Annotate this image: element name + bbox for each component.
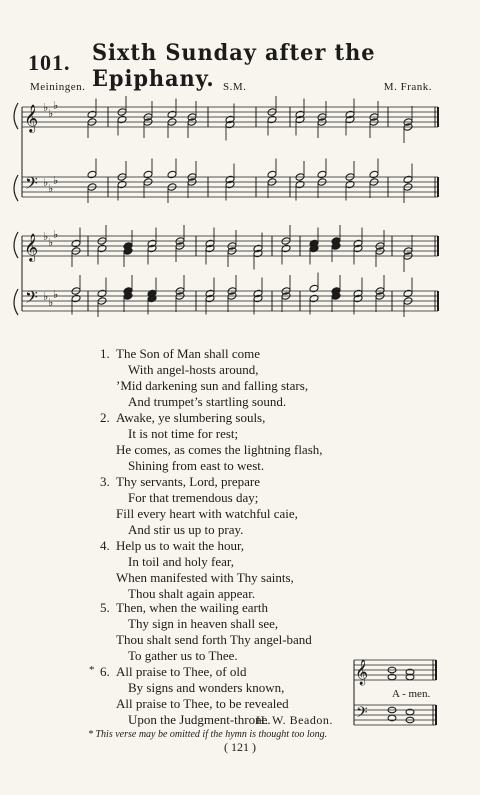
stanza-line: Thy sign in heaven shall see, (128, 616, 279, 631)
system-2-flat-icon: ♭ (53, 228, 59, 241)
stanza-line: Help us to wait the hour, (116, 538, 245, 553)
stanza-number: 2. (100, 410, 110, 425)
amen-label: A - men. (392, 688, 431, 700)
system-2-treble-clef: 𝄞 (24, 233, 39, 261)
stanza-number: 6. (100, 664, 110, 679)
stanza-line: In toil and holy fear, (128, 554, 234, 569)
system-2-bass-note (309, 284, 319, 293)
stanza-line: Thou shalt send forth Thy angel-band (116, 632, 312, 647)
system-1-treble-note (167, 110, 177, 119)
stanza-line: Thy servants, Lord, prepare (116, 474, 261, 489)
stanza-number: 1. (100, 346, 110, 361)
system-2-bass-note (71, 294, 81, 303)
system-1-bass-clef: 𝄢 (25, 173, 38, 197)
system-1-treble-note (117, 115, 127, 124)
system-2-bass-clef: 𝄢 (25, 287, 38, 311)
system-1-flat-icon: ♭ (53, 99, 59, 112)
system-1-bass-note (295, 180, 305, 189)
system-1-bass-note (87, 170, 97, 179)
stanza-1 (100, 346, 308, 410)
amen-bass-clef: 𝄢 (356, 704, 368, 725)
stanza-number: 3. (100, 474, 110, 489)
system-1-brace (14, 103, 18, 201)
footnote-marker: * (89, 664, 95, 676)
stanza-line: To gather us to Thee. (128, 648, 238, 663)
stanza-5 (100, 600, 312, 664)
system-1-flat-icon: ♭ (43, 176, 49, 189)
hymn-author: H. W. Beadon. (256, 713, 333, 727)
hymn-title: Sixth Sunday after the Epiphany. (92, 40, 376, 92)
system-2-flat-icon: ♭ (48, 296, 54, 309)
stanza-line: And stir us up to pray. (128, 522, 244, 537)
system-1-bass-note (369, 170, 379, 179)
stanza-number: 4. (100, 538, 110, 553)
stanza-line: Upon the Judgment-throne. (128, 712, 271, 727)
system-2-bass-note (403, 289, 413, 298)
system-1-flat-icon: ♭ (53, 174, 59, 187)
system-2-flat-icon: ♭ (53, 288, 59, 301)
hymn-number: 101. (28, 50, 71, 75)
stanza-3 (100, 474, 298, 538)
system-1-bass-note (267, 170, 277, 179)
system-1-bass-note (403, 175, 413, 184)
stanza-line: With angel-hosts around, (128, 362, 259, 377)
footnote: * This verse may be omitted if the hymn is thought too long. (88, 729, 328, 740)
stanza-line: ’Mid darkening sun and falling stars, (116, 378, 309, 393)
system-2-brace (14, 232, 18, 315)
system-2-flat-icon: ♭ (48, 236, 54, 249)
system-1-flat-icon: ♭ (48, 182, 54, 195)
stanza-line: All praise to Thee, to be revealed (116, 696, 289, 711)
system-1-treble-note (267, 115, 277, 124)
system-1-bass-note (143, 170, 153, 179)
stanza-4 (100, 538, 294, 602)
system-2-treble-note (97, 244, 107, 253)
system-1-treble-note (87, 110, 97, 119)
stanza-line: The Son of Man shall come (116, 346, 261, 361)
tune-name: Meiningen. (30, 81, 86, 93)
stanza-line: He comes, as comes the lightning flash, (116, 442, 323, 457)
system-2-bass-note (309, 294, 319, 303)
system-2-treble-note (281, 244, 291, 253)
stanza-line: When manifested with Thy saints, (116, 570, 294, 585)
stanza-line: Fill every heart with watchful caie, (116, 506, 298, 521)
system-2-bass-note (97, 289, 107, 298)
stanza-number: 5. (100, 600, 110, 615)
page-number: ( 121 ) (224, 740, 256, 754)
system-1-bass-note (117, 180, 127, 189)
system-1-bass-note (317, 170, 327, 179)
system-1-bass-note (167, 170, 177, 179)
system-1-treble-clef: 𝄞 (24, 104, 39, 132)
stanza-line: And trumpet’s startling sound. (128, 394, 287, 409)
amen-treble-clef: 𝄞 (355, 660, 369, 685)
stanza-line: Awake, ye slumbering souls, (116, 410, 266, 425)
system-1-flat-icon: ♭ (48, 107, 54, 120)
stanza-line: For that tremendous day; (128, 490, 259, 505)
system-2-flat-icon: ♭ (43, 290, 49, 303)
system-2-flat-icon: ♭ (43, 230, 49, 243)
stanza-line: Shining from east to west. (128, 458, 265, 473)
stanza-line: Thou shalt again appear. (128, 586, 256, 601)
stanza-line: All praise to Thee, of old (116, 664, 247, 679)
meter: S.M. (223, 81, 247, 93)
stanza-line: By signs and wonders known, (128, 680, 285, 695)
stanza-line: It is not time for rest; (128, 426, 239, 441)
stanza-2 (100, 410, 323, 474)
system-1-flat-icon: ♭ (43, 101, 49, 114)
composer: M. Frank. (383, 81, 432, 93)
system-1-bass-note (345, 180, 355, 189)
stanza-line: Then, when the wailing earth (116, 600, 268, 615)
system-2-treble-note (71, 239, 81, 248)
